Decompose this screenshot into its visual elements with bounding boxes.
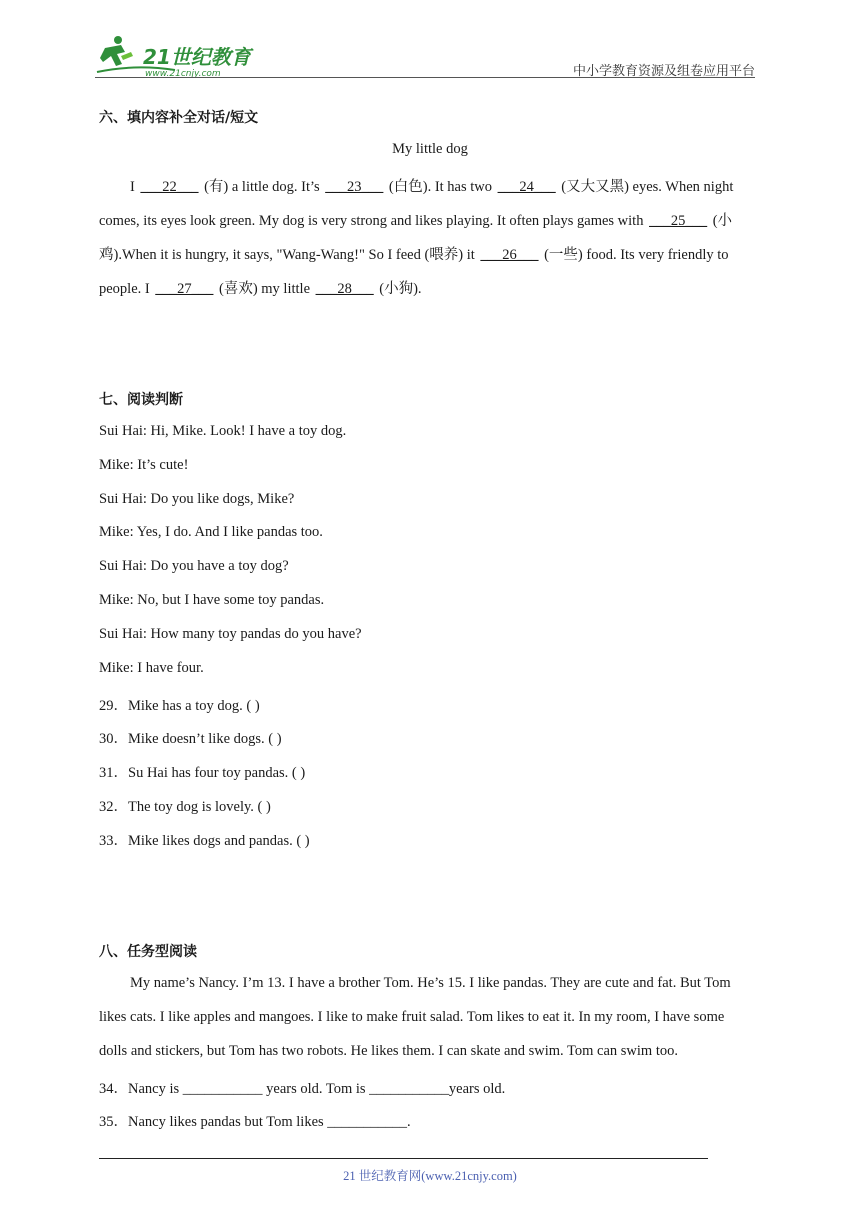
question-33: 33．Mike likes dogs and pandas. ( ) — [99, 833, 310, 849]
section-7-title: 七、阅读判断 — [99, 392, 183, 408]
blank-25: ___25___ — [649, 213, 708, 229]
reading-line: My name’s Nancy. I’m 13. I have a brother Tom. He’s 15. I like pandas. They are cute and fat. But Tom — [130, 975, 731, 991]
blank-23: ___23___ — [325, 179, 384, 195]
header-divider — [95, 77, 755, 78]
svg-text:www.21cnjy.com: www.21cnjy.com — [145, 69, 221, 78]
reading-line: dolls and stickers, but Tom has two robots. He likes them. I can skate and swim. Tom can swim too. — [99, 1043, 678, 1059]
reading-line: likes cats. I like apples and mangoes. I like to make fruit salad. Tom likes to eat it. In my room, I have some — [99, 1009, 725, 1025]
question-32: 32．The toy dog is lovely. ( ) — [99, 799, 271, 815]
question-31: 31．Su Hai has four toy pandas. ( ) — [99, 765, 306, 781]
page-header — [95, 34, 755, 78]
passage-line-4: people. I ___27___ (喜欢) my little ___28___ (小狗). — [99, 281, 422, 297]
passage-line-2: comes, its eyes look green. My dog is very strong and likes playing. It often plays games with ___25___ (小 — [99, 213, 733, 229]
dialogue-line: Sui Hai: Hi, Mike. Look! I have a toy dog. — [99, 423, 347, 439]
dialogue-line: Mike: I have four. — [99, 660, 204, 676]
passage-title: My little dog — [392, 141, 468, 157]
passage-line-1: I ___22___ (有) a little dog. It’s ___23___ (白色). It has two ___24___ (又大又黑) eyes. When night — [130, 179, 734, 195]
dialogue-line: Mike: Yes, I do. And I like pandas too. — [99, 524, 323, 540]
blank-26: ___26___ — [480, 247, 539, 263]
blank-27: ___27___ — [155, 281, 214, 297]
footer-text: 21 世纪教育网(www.21cnjy.com) — [343, 1169, 517, 1183]
dialogue-line: Sui Hai: Do you like dogs, Mike? — [99, 491, 295, 507]
header-platform-text: 中小学教育资源及组卷应用平台 — [572, 64, 755, 79]
blank-22: ___22___ — [140, 179, 199, 195]
21cnjy-logo — [95, 34, 265, 78]
section-6-title: 六、填内容补全对话/短文 — [99, 110, 259, 126]
blank-28: ___28___ — [315, 281, 374, 297]
question-34: 34．Nancy is ___________ years old. Tom is ___________years old. — [99, 1081, 506, 1097]
passage-line-3: 鸡).When it is hungry, it says, "Wang-Wang!" So I feed (喂养) it ___26___ (一些) food. Its very friendly to — [99, 247, 729, 263]
dialogue-line: Mike: It’s cute! — [99, 457, 189, 473]
dialogue-line: Sui Hai: How many toy pandas do you have? — [99, 626, 362, 642]
svg-text:21世纪教育: 21世纪教育 — [143, 45, 251, 69]
footer-divider — [99, 1158, 708, 1159]
question-29: 29．Mike has a toy dog. ( ) — [99, 698, 260, 714]
section-8-title: 八、任务型阅读 — [99, 944, 197, 960]
question-30: 30．Mike doesn’t like dogs. ( ) — [99, 731, 282, 747]
question-35: 35．Nancy likes pandas but Tom likes ___________. — [99, 1114, 411, 1130]
blank-24: ___24___ — [497, 179, 556, 195]
dialogue-line: Mike: No, but I have some toy pandas. — [99, 592, 325, 608]
dialogue-line: Sui Hai: Do you have a toy dog? — [99, 558, 289, 574]
